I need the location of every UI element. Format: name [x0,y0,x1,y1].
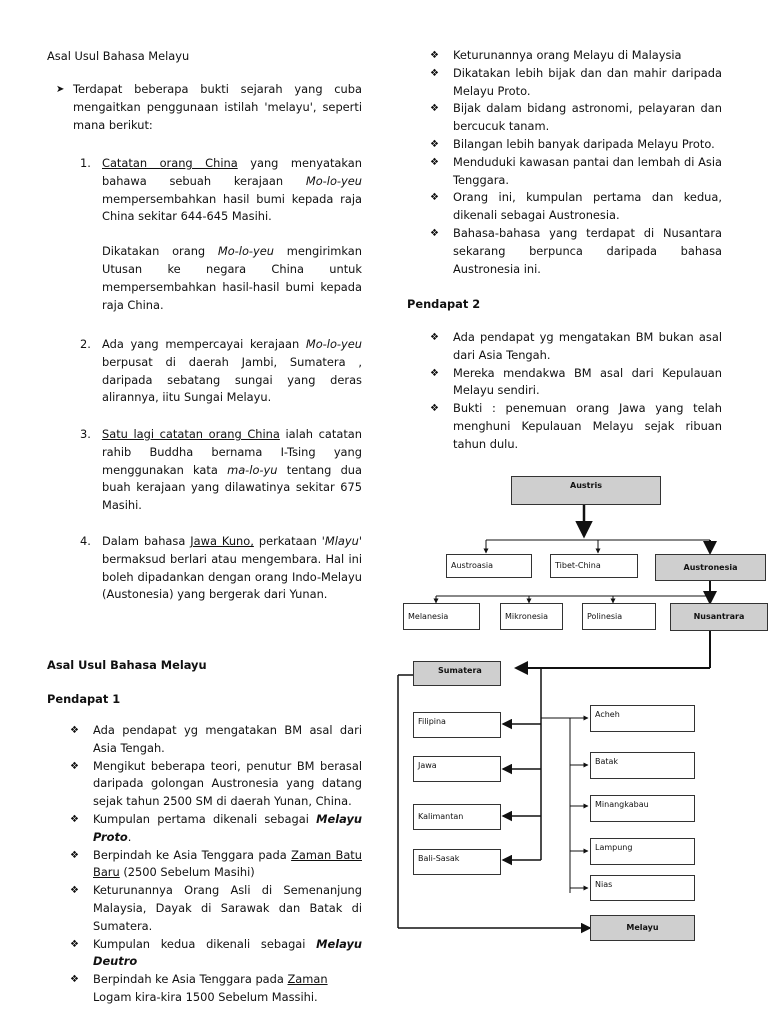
list-item-text: Kumpulan kedua dikenali sebagai [93,936,317,951]
diamond-bullet-icon: ❖ [430,138,439,150]
point-2-number: 2. [80,337,91,351]
diamond-bullet-icon: ❖ [70,725,79,736]
node-filipina: Filipina [413,712,501,738]
node-bali-sasak: Bali-Sasak [413,849,501,875]
list-item-text: Kumpulan pertama dikenali sebagai [93,811,317,826]
node-austronesia: Austronesia [655,554,766,581]
node-austris: Austris [511,476,661,505]
list-item-text: Orang ini, kumpulan pertama dan kedua, dikenali sebagai Austronesia. [453,190,722,223]
diamond-bullet-icon: ❖ [430,50,439,61]
list-item-text: Bahasa-bahasa yang terdapat di Nusantara sekarang berpunca daripada bahasa Austronesia ini. [453,225,722,276]
arrow-bullet-icon: ➤ [56,84,65,95]
melayu-deutro-term: Melayu Deutro [93,936,362,969]
list-item-text-end: . [127,829,132,844]
list-item-text-end: Logam kira-kira 1500 Sebelum Massihi. [93,989,318,1004]
diamond-bullet-icon: ❖ [430,367,439,379]
point-3-number: 3. [80,427,91,441]
node-nusantara: Nusantrara [670,603,768,631]
diamond-bullet-icon: ❖ [70,938,79,950]
list-item-text: Ada pendapat yg mengatakan BM bukan asal dari Asia Tengah. [453,330,722,362]
diamond-bullet-icon: ❖ [430,67,439,79]
intro-text: Terdapat beberapa bukti sejarah yang cuba mengaitkan penggunaan istilah 'melayu', seperti mana berikut: [73,82,362,132]
point-3-text-a: ialah catatan rahib Buddha bernama I-Tsing yang menggunakan kata [102,427,362,477]
point-3-link: Satu lagi catatan orang China [102,427,280,441]
point-2-italic: Mo-lo-yeu [305,337,362,351]
list-item-text: Mereka mendakwa BM asal dari Kepulauan Melayu sendiri. [453,365,722,398]
list-item-text: Dikatakan lebih bijak dan dan mahir daripada Melayu Proto. [453,65,722,98]
point-1-para2-italic: Mo-lo-yeu [217,244,274,259]
diamond-bullet-icon: ❖ [70,974,79,986]
diamond-bullet-icon: ❖ [430,403,439,415]
list-item-text: Bukti : penemuan orang Jawa yang telah menghuni Kepulauan Melayu sejak ribuan tahun dulu. [453,401,722,451]
diamond-bullet-icon: ❖ [70,760,79,772]
list-item-text: Berpindah ke Asia Tenggara pada [93,972,288,987]
point-4-italic: Mlayu [324,534,359,548]
list-item-text: Berpindah ke Asia Tenggara pada [93,847,292,862]
point-4-link: Jawa Kuno, [190,534,254,548]
diamond-bullet-icon: ❖ [430,103,439,115]
section-heading: Asal Usul Bahasa Melayu [47,658,207,672]
point-1-text-a: yang menyatakan bahawa sebuah kerajaan [102,156,362,188]
node-melayu: Melayu [590,915,695,941]
list-item-text: Keturunannya Orang Asli di Semenanjung Malaysia, Dayak di Sarawak dan Batak di Sumatera. [93,883,362,933]
node-tibet-china: Tibet-China [550,554,638,578]
point-2-text-a: Ada yang mempercayai kerajaan [102,337,306,351]
diamond-bullet-icon: ❖ [70,813,79,825]
point-1-para2-a: Dikatakan orang [102,244,218,259]
point-1-text-b: mempersembahkan hasil bumi kepada raja China sekitar 644-645 Masihi. [102,191,362,224]
node-kalimantan: Kalimantan [413,804,501,830]
list-item-text: Bijak dalam bidang astronomi, pelayaran dan bercucuk tanam. [453,101,722,134]
node-polinesia: Polinesia [582,603,656,630]
node-sumatera: Sumatera [413,661,501,686]
node-minangkabau: Minangkabau [590,795,695,822]
list-item-text: Bilangan lebih banyak daripada Melayu Proto. [453,136,715,151]
node-austroasia: Austroasia [446,554,532,578]
point-1-para2-b: mengirimkan Utusan ke negara China untuk mempersembahkan hasil-hasil bumi kepada raja China. [102,244,362,312]
diamond-bullet-icon: ❖ [70,849,79,861]
point-1-number: 1. [80,156,91,170]
list-item-text: Menduduki kawasan pantai dan lembah di Asia Tenggara. [453,154,722,187]
page-title: Asal Usul Bahasa Melayu [47,49,190,63]
diamond-bullet-icon: ❖ [430,332,439,343]
point-4-text-a: Dalam bahasa [102,534,191,548]
point-1-link: Catatan orang China [102,156,238,170]
diamond-bullet-icon: ❖ [430,227,439,239]
node-nias: Nias [590,875,695,901]
list-item-text-end: (2500 Sebelum Masihi) [119,865,255,880]
node-batak: Batak [590,752,695,779]
point-4-text-b: perkataan ' [253,534,325,548]
list-item-text: Mengikut beberapa teori, penutur BM berasal daripada golongan Austronesia yang datang sejak tahun 2500 SM di daerah Yunan, China. [93,758,362,809]
node-jawa: Jawa [413,756,501,782]
diamond-bullet-icon: ❖ [430,156,439,168]
list-item-text: Keturunannya orang Melayu di Malaysia [453,48,682,62]
node-acheh: Acheh [590,705,695,732]
zaman-batu-baru-term: Zaman Batu Baru [93,847,362,880]
point-4-number: 4. [80,534,91,548]
point-4-text-c: ' bermaksud berlari atau mengembara. Hal ini boleh dipadankan dengan orang Indo-Melayu (Austonesia) yang bergerak dari Yunan. [102,534,362,602]
point-3-text-b: tentang dua buah kerajaan yang dilawatinya sekitar 675 Masihi. [102,462,362,513]
diamond-bullet-icon: ❖ [430,192,439,204]
node-melanesia: Melanesia [403,603,480,630]
diamond-bullet-icon: ❖ [70,885,79,897]
pendapat-1-heading: Pendapat 1 [47,692,121,706]
point-2-text-b: berpusat di daerah Jambi, Sumatera , daripada sebatang sungai yang deras alirannya, iitu Sungai Melayu. [102,354,362,405]
point-3-italic: ma-lo-yu [227,462,278,477]
point-1-italic: Mo-lo-yeu [305,173,362,188]
node-lampung: Lampung [590,838,695,865]
melayu-proto-term: Melayu Proto [93,811,362,844]
pendapat-2-heading: Pendapat 2 [407,297,481,311]
node-mikronesia: Mikronesia [500,603,563,630]
zaman-term: Zaman [287,972,328,987]
list-item-text: Ada pendapat yg mengatakan BM asal dari Asia Tengah. [93,723,362,755]
